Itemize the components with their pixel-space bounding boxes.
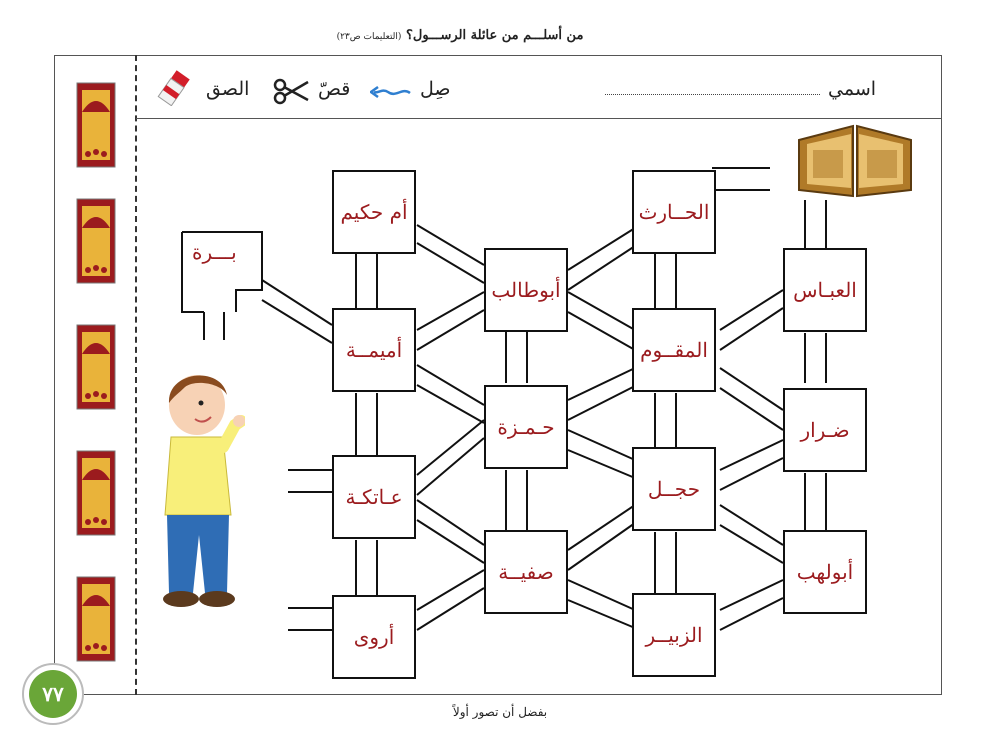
- box-label: ضـرار: [800, 418, 850, 442]
- maze-box-al-zubayr[interactable]: [632, 593, 716, 677]
- box-label: أم حكيم: [340, 200, 408, 224]
- box-label: أميمــة: [345, 338, 403, 362]
- maze-box-arwa[interactable]: [332, 595, 416, 679]
- quran-book-icon: [795, 120, 915, 202]
- boy-illustration: [155, 365, 245, 615]
- cut-label: قصّ: [318, 78, 351, 100]
- name-label: اسمي: [828, 78, 877, 100]
- connect-label: صِل: [420, 78, 451, 100]
- page-number: ٧٧: [29, 670, 77, 718]
- box-label: صفيــة: [498, 560, 554, 584]
- maze-box-abu-lahab[interactable]: [783, 530, 867, 614]
- maze-box-hamza[interactable]: [484, 385, 568, 469]
- maze-box-safiyyah[interactable]: [484, 530, 568, 614]
- barrah-label: بـــرة: [192, 240, 237, 264]
- title-text: من أسلـــم من عائلة الرســـول؟: [405, 28, 584, 43]
- box-label: أبولهب: [796, 560, 854, 584]
- page-number-badge: [22, 663, 84, 725]
- box-label: أبوطالب: [491, 278, 561, 302]
- maze-box-umaymah[interactable]: [332, 308, 416, 392]
- box-label: المقــوم: [640, 338, 708, 362]
- box-label: العبـاس: [793, 278, 857, 302]
- maze-box-atikah[interactable]: [332, 455, 416, 539]
- maze-box-al-abbas[interactable]: [783, 248, 867, 332]
- box-label: أروى: [353, 625, 395, 649]
- title-note: (التعليمات ص٢٣): [336, 32, 402, 42]
- maze-box-dirar[interactable]: [783, 388, 867, 472]
- maze-box-al-harith[interactable]: [632, 170, 716, 254]
- box-label: حجــل: [647, 477, 701, 501]
- maze-box-abu-talib[interactable]: [484, 248, 568, 332]
- footer-caption: بفضل أن تصور أولاً: [452, 705, 548, 719]
- maze-box-al-muqawwim[interactable]: [632, 308, 716, 392]
- box-label: الزبيــر: [645, 623, 703, 647]
- box-label: حـمـزة: [497, 415, 555, 439]
- glue-label: الصق: [206, 78, 250, 100]
- box-label: الحــارث: [638, 200, 710, 224]
- maze-box-hajl[interactable]: [632, 447, 716, 531]
- maze-box-um-hakeem[interactable]: [332, 170, 416, 254]
- box-label: عـاتكـة: [345, 485, 403, 509]
